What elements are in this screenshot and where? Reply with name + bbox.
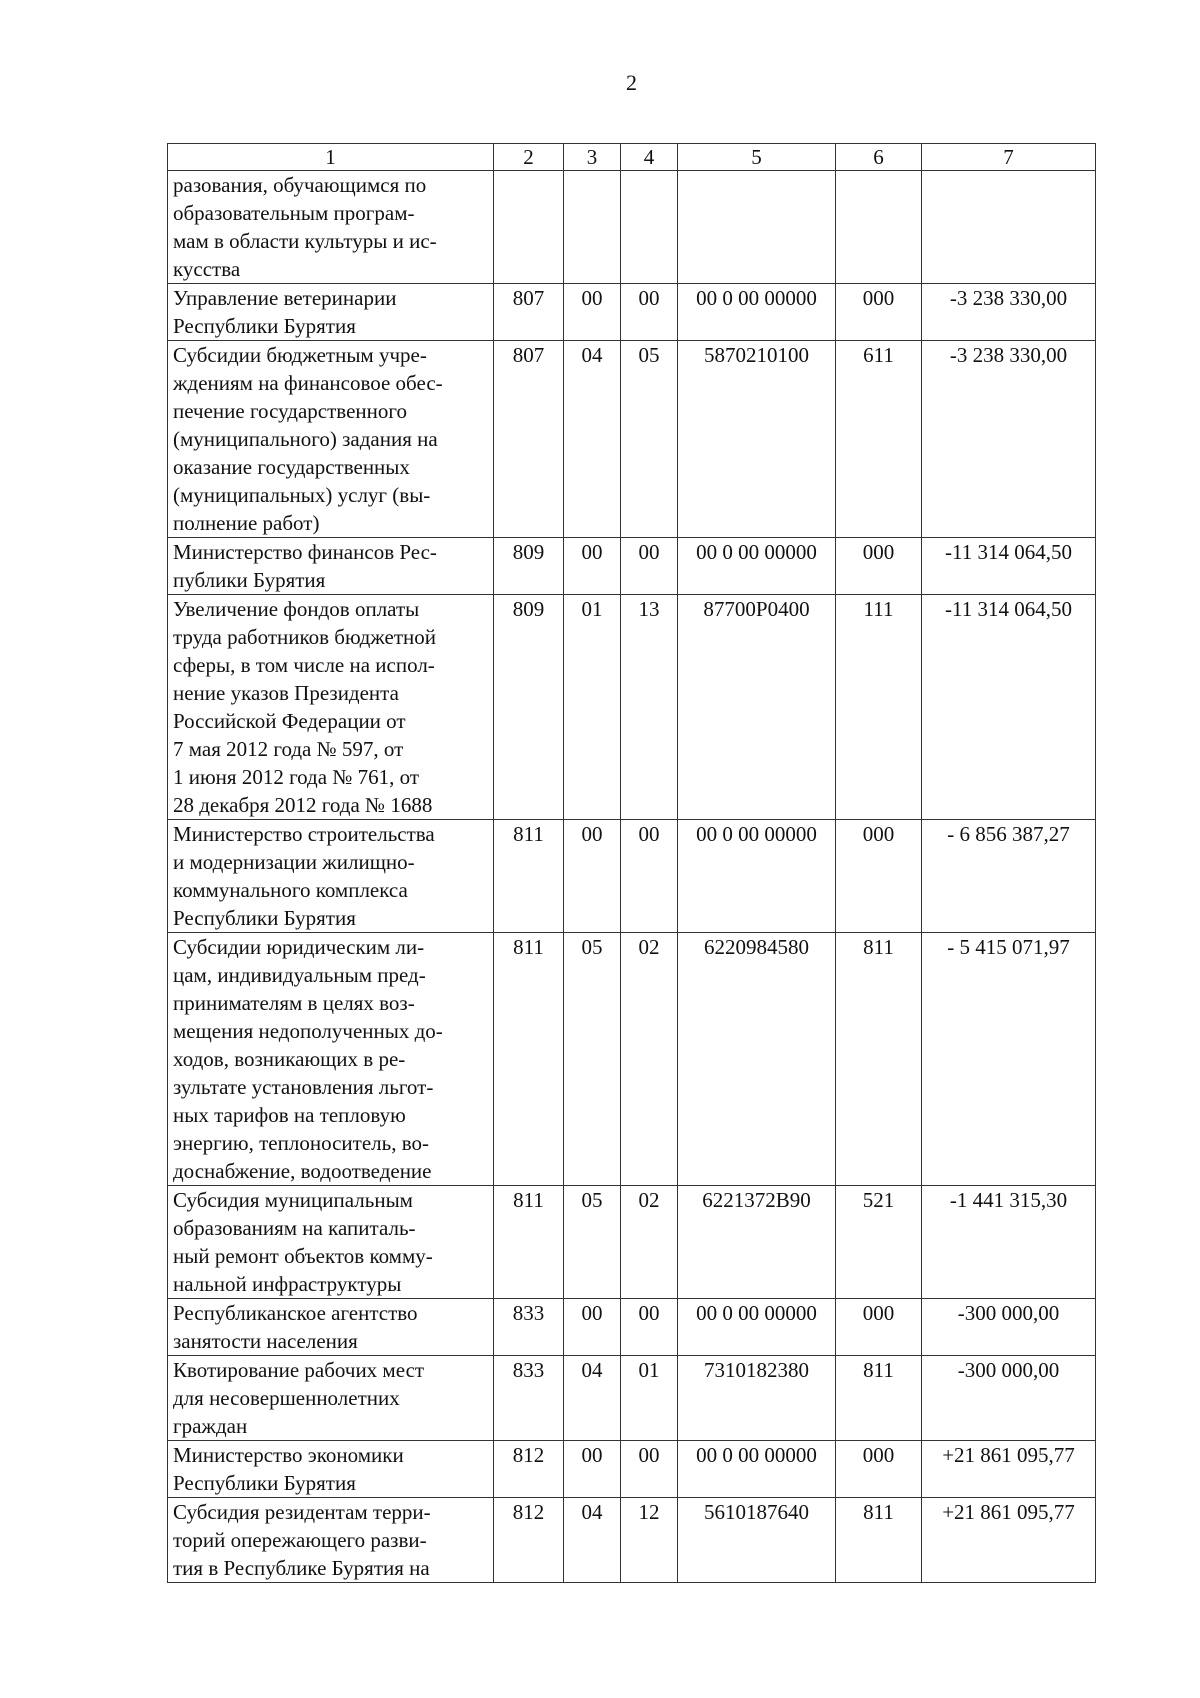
header-col-6: 6	[836, 144, 922, 171]
row-name-text: Квотирование рабочих мест для несовершеннолетних граждан	[173, 1358, 425, 1438]
row-subsection-cell: 00	[621, 284, 678, 341]
row-prz-cell: 00	[564, 538, 621, 595]
table-row	[168, 1299, 1096, 1356]
row-target-article-cell: 00 0 00 00000	[678, 1299, 836, 1356]
row-amount-cell: - 6 856 387,27	[922, 820, 1096, 933]
row-subsection-cell: 13	[621, 595, 678, 820]
row-expense-type-cell: 811	[836, 1498, 922, 1583]
row-name-cell	[168, 341, 494, 538]
row-expense-type-cell: 000	[836, 1299, 922, 1356]
row-prz-cell: 00	[564, 284, 621, 341]
row-name-cell	[168, 538, 494, 595]
budget-table	[167, 143, 1096, 1583]
row-expense-type-cell: 000	[836, 820, 922, 933]
row-target-article-cell: 6220984580	[678, 933, 836, 1186]
row-subsection-cell: 01	[621, 1356, 678, 1441]
row-subsection-cell	[621, 171, 678, 284]
row-rz-cell: 833	[494, 1356, 564, 1441]
row-name-text: Субсидия резидентам терри- торий опережающего разви- тия в Республике Бурятия на	[173, 1500, 431, 1580]
row-rz-cell: 812	[494, 1498, 564, 1583]
row-name-cell	[168, 820, 494, 933]
row-amount-cell: -11 314 064,50	[922, 538, 1096, 595]
row-amount-cell: -3 238 330,00	[922, 341, 1096, 538]
row-expense-type-cell	[836, 171, 922, 284]
row-target-article-cell: 6221372B90	[678, 1186, 836, 1299]
row-name-cell	[168, 284, 494, 341]
row-amount-cell: +21 861 095,77	[922, 1498, 1096, 1583]
row-expense-type-cell: 521	[836, 1186, 922, 1299]
row-subsection-cell: 00	[621, 1299, 678, 1356]
row-name-cell	[168, 1498, 494, 1583]
row-name-text: Управление ветеринарии Республики Бурятия	[173, 286, 397, 338]
row-prz-cell	[564, 171, 621, 284]
row-target-article-cell: 5870210100	[678, 341, 836, 538]
row-target-article-cell: 5610187640	[678, 1498, 836, 1583]
row-name-text: разования, обучающимся по образовательным програм- мам в области культуры и ис- кусства	[173, 173, 437, 281]
row-target-article-cell	[678, 171, 836, 284]
row-name-text: Республиканское агентство занятости населения	[173, 1301, 418, 1353]
row-target-article-cell: 00 0 00 00000	[678, 284, 836, 341]
row-target-article-cell: 00 0 00 00000	[678, 538, 836, 595]
row-amount-cell: -1 441 315,30	[922, 1186, 1096, 1299]
row-name-text: Министерство экономики Республики Бурятия	[173, 1443, 404, 1495]
row-amount-cell: +21 861 095,77	[922, 1441, 1096, 1498]
row-expense-type-cell: 111	[836, 595, 922, 820]
row-rz-cell	[494, 171, 564, 284]
row-name-cell	[168, 1186, 494, 1299]
row-rz-cell: 809	[494, 538, 564, 595]
row-target-article-cell: 00 0 00 00000	[678, 820, 836, 933]
row-prz-cell: 05	[564, 1186, 621, 1299]
header-col-7: 7	[922, 144, 1096, 171]
row-prz-cell: 05	[564, 933, 621, 1186]
table-row	[168, 1356, 1096, 1441]
row-prz-cell: 00	[564, 1441, 621, 1498]
page-number: 2	[626, 70, 637, 95]
row-name-text: Субсидия муниципальным образованиям на капиталь- ный ремонт объектов комму- нальной инфраструктуры	[173, 1188, 433, 1296]
header-col-1: 1	[168, 144, 494, 171]
row-name-cell	[168, 595, 494, 820]
row-name-text: Министерство строительства и модернизации жилищно- коммунального комплекса Республики Бурятия	[173, 822, 435, 930]
row-subsection-cell: 02	[621, 933, 678, 1186]
row-expense-type-cell: 811	[836, 933, 922, 1186]
header-col-4: 4	[621, 144, 678, 171]
row-target-article-cell: 87700P0400	[678, 595, 836, 820]
row-subsection-cell: 02	[621, 1186, 678, 1299]
row-rz-cell: 833	[494, 1299, 564, 1356]
row-rz-cell: 811	[494, 1186, 564, 1299]
row-amount-cell: -11 314 064,50	[922, 595, 1096, 820]
row-prz-cell: 04	[564, 1498, 621, 1583]
table-row	[168, 933, 1096, 1186]
row-name-text: Министерство финансов Рес- публики Бурятия	[173, 540, 437, 592]
row-amount-cell: -300 000,00	[922, 1356, 1096, 1441]
row-amount-cell: -300 000,00	[922, 1299, 1096, 1356]
row-expense-type-cell: 000	[836, 1441, 922, 1498]
row-prz-cell: 00	[564, 1299, 621, 1356]
row-name-text: Субсидии бюджетным учре- ждениям на финансовое обес- печение государственного (муниципального) задания на оказание государственных (муниципальных) услуг (вы- полнение работ)	[173, 343, 443, 535]
table-row	[168, 820, 1096, 933]
row-rz-cell: 811	[494, 820, 564, 933]
row-target-article-cell: 7310182380	[678, 1356, 836, 1441]
row-subsection-cell: 12	[621, 1498, 678, 1583]
row-subsection-cell: 00	[621, 820, 678, 933]
header-row	[168, 144, 1096, 171]
table-row	[168, 171, 1096, 284]
row-prz-cell: 04	[564, 1356, 621, 1441]
table-row	[168, 1498, 1096, 1583]
row-name-cell	[168, 1299, 494, 1356]
row-name-cell	[168, 1356, 494, 1441]
row-expense-type-cell: 000	[836, 284, 922, 341]
table-row	[168, 595, 1096, 820]
row-prz-cell: 01	[564, 595, 621, 820]
row-name-text: Увеличение фондов оплаты труда работников бюджетной сферы, в том числе на испол- нение указов Президента Российской Федерации от 7 мая 2012 года № 597, от 1 июня 2012 года № 761, от 28 декабря 2012 года № 1688	[173, 597, 436, 817]
row-subsection-cell: 00	[621, 1441, 678, 1498]
row-amount-cell: -3 238 330,00	[922, 284, 1096, 341]
table-row	[168, 1441, 1096, 1498]
row-subsection-cell: 05	[621, 341, 678, 538]
table-row	[168, 284, 1096, 341]
header-col-5: 5	[678, 144, 836, 171]
row-rz-cell: 807	[494, 341, 564, 538]
row-prz-cell: 00	[564, 820, 621, 933]
row-target-article-cell: 00 0 00 00000	[678, 1441, 836, 1498]
row-amount-cell	[922, 171, 1096, 284]
table-row	[168, 1186, 1096, 1299]
row-rz-cell: 811	[494, 933, 564, 1186]
row-subsection-cell: 00	[621, 538, 678, 595]
header-col-3: 3	[564, 144, 621, 171]
row-amount-cell: - 5 415 071,97	[922, 933, 1096, 1186]
table-row	[168, 538, 1096, 595]
header-col-2: 2	[494, 144, 564, 171]
row-rz-cell: 807	[494, 284, 564, 341]
row-name-cell	[168, 1441, 494, 1498]
row-rz-cell: 812	[494, 1441, 564, 1498]
row-expense-type-cell: 000	[836, 538, 922, 595]
row-prz-cell: 04	[564, 341, 621, 538]
row-expense-type-cell: 611	[836, 341, 922, 538]
row-expense-type-cell: 811	[836, 1356, 922, 1441]
row-name-cell	[168, 171, 494, 284]
row-name-cell	[168, 933, 494, 1186]
table-row	[168, 341, 1096, 538]
row-rz-cell: 809	[494, 595, 564, 820]
row-name-text: Субсидии юридическим ли- цам, индивидуальным пред- принимателям в целях воз- мещения недополученных до- ходов, возникающих в ре- зультате установления льгот- ных тарифов на тепловую энергию, теплоноситель, во- доснабжение, водоотведение	[173, 935, 443, 1183]
